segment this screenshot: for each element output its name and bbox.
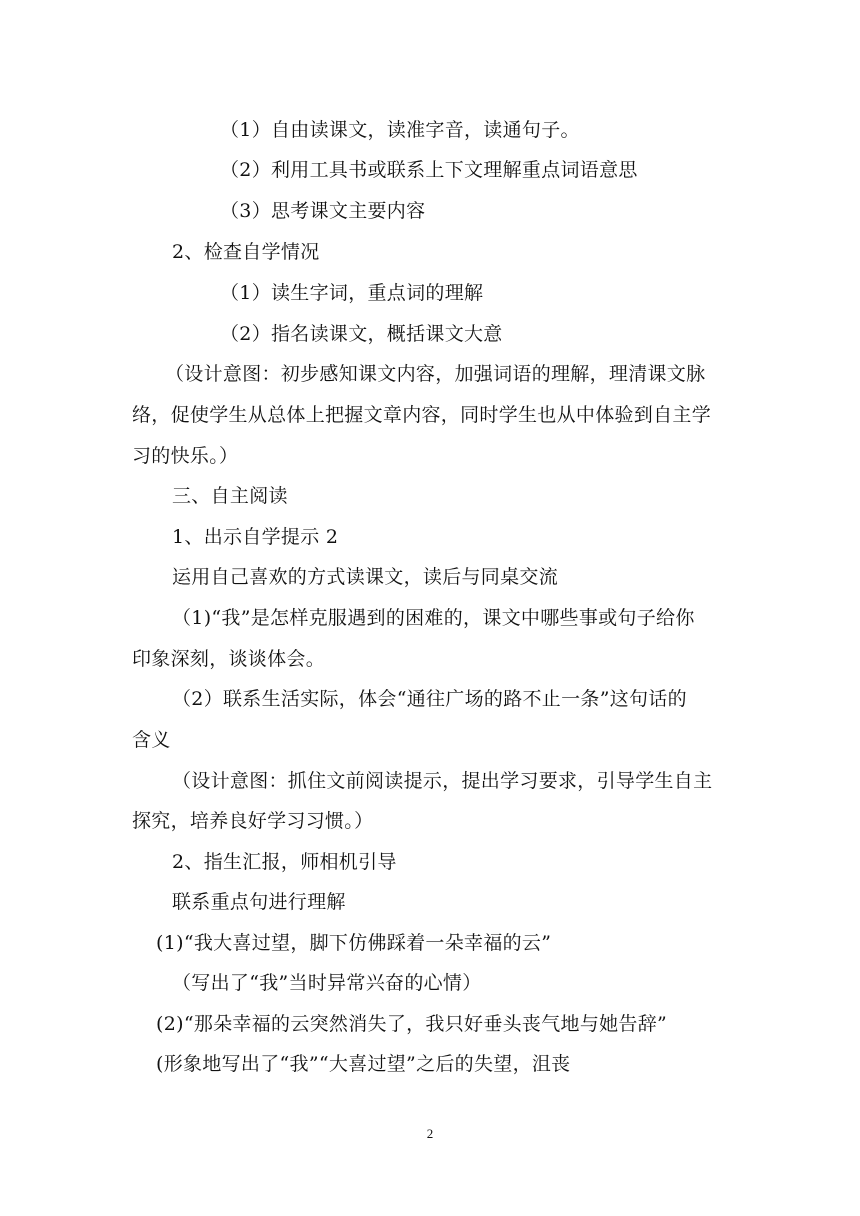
text-line: (2)“那朵幸福的云突然消失了，我只好垂头丧气地与她告辞” bbox=[156, 1013, 668, 1035]
text-line: 1、出示自学提示 2 bbox=[172, 526, 339, 548]
text-line: （3）思考课文主要内容 bbox=[220, 200, 426, 222]
text-line: 三、自主阅读 bbox=[172, 485, 288, 507]
text-line: 习的快乐。） bbox=[132, 445, 239, 467]
text-line: （1）读生字词，重点词的理解 bbox=[220, 282, 484, 304]
text-line: 探究，培养良好学习习惯。） bbox=[132, 810, 374, 832]
text-line: （设计意图：抓住文前阅读提示，提出学习要求，引导学生自主 bbox=[172, 770, 713, 792]
text-line: （设计意图：初步感知课文内容，加强词语的理解，理清课文脉 bbox=[165, 363, 706, 385]
text-line: (1)“我大喜过望，脚下仿佛踩着一朵幸福的云” bbox=[156, 932, 552, 954]
text-line: （2）指名读课文，概括课文大意 bbox=[220, 323, 503, 345]
text-line: 运用自己喜欢的方式读课文，读后与同桌交流 bbox=[172, 566, 559, 588]
text-line: （2）联系生活实际，体会“通往广场的路不止一条”这句话的 bbox=[172, 688, 687, 710]
text-line: 含义 bbox=[132, 729, 171, 751]
text-line: （1）自由读课文，读准字音，读通句子。 bbox=[220, 119, 580, 141]
text-line: （2）利用工具书或联系上下文理解重点词语意思 bbox=[220, 159, 638, 181]
text-line: 2、检查自学情况 bbox=[172, 241, 320, 263]
text-line: 2、指生汇报，师相机引导 bbox=[172, 851, 397, 873]
text-line: 印象深刻，谈谈体会。 bbox=[132, 648, 326, 670]
text-line: 联系重点句进行理解 bbox=[172, 891, 346, 913]
text-line: (形象地写出了“我”“大喜过望”之后的失望，沮丧 bbox=[156, 1053, 571, 1075]
text-line: （1)“我”是怎样克服遇到的困难的，课文中哪些事或句子给你 bbox=[172, 607, 695, 629]
page-number: 2 bbox=[426, 1126, 434, 1141]
text-line: （写出了“我”当时异常兴奋的心情） bbox=[172, 972, 482, 994]
text-line: 络，促使学生从总体上把握文章内容，同时学生也从中体验到自主学 bbox=[132, 404, 712, 426]
